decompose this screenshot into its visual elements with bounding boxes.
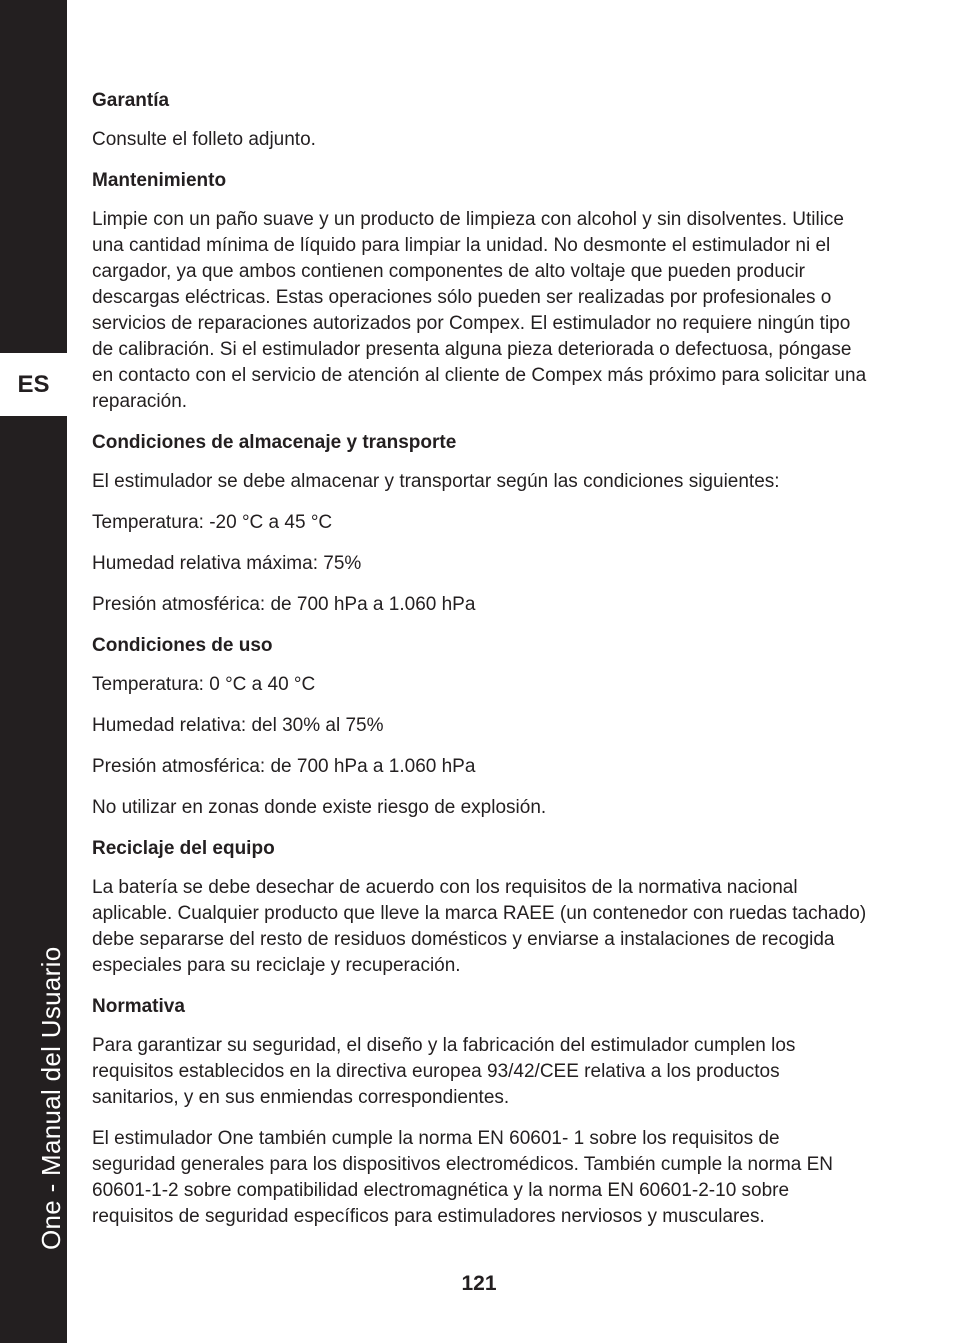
section-reciclaje — [92, 836, 867, 979]
section-heading: Normativa — [92, 996, 185, 1017]
paragraph: El estimulador se debe almacenar y transportar según las condiciones siguientes: — [92, 471, 780, 492]
paragraph: Humedad relativa: del 30% al 75% — [92, 715, 384, 736]
section-heading: Reciclaje del equipo — [92, 838, 275, 859]
paragraph: Temperatura: 0 °C a 40 °C — [92, 674, 316, 695]
paragraph: Presión atmosférica: de 700 hPa a 1.060 hPa — [92, 594, 476, 615]
section-uso — [92, 633, 867, 821]
paragraph: Para garantizar su seguridad, el diseño y la fabricación del estimulador cumplen los requisitos establecidos en la directiva europea 93/42/CEE relativa a los productos sanitarios, y en sus enmiendas correspondientes. — [92, 1035, 796, 1108]
page-content — [92, 88, 867, 1245]
paragraph: El estimulador One también cumple la norma EN 60601- 1 sobre los requisitos de seguridad generales para los dispositivos electromédicos. También cumple la norma EN 60601-1-2 sobre compatibilidad electromagnética y la norma EN 60601-2-10 sobre requisitos de seguridad específicos para estimuladores nerviosos y musculares. — [92, 1128, 834, 1227]
paragraph: Humedad relativa máxima: 75% — [92, 553, 362, 574]
paragraph: La batería se debe desechar de acuerdo con los requisitos de la normativa nacional aplicable. Cualquier producto que lleve la marca RAEE (un contenedor con ruedas tachado) debe separarse del resto de residuos domésticos y enviarse a instalaciones de recogida especiales para su reciclaje y recuperación. — [92, 877, 867, 976]
paragraph: Limpie con un paño suave y un producto de limpieza con alcohol y sin disolventes. Utilice una cantidad mínima de líquido para limpiar la unidad. No desmonte el estimulador ni el cargador, ya que ambos contienen componentes de alto voltaje que pueden producir descargas eléctricas. Estas operaciones sólo pueden ser realizadas por profesionales o servicios de reparaciones autorizados por Compex. El estimulador no requiere ningún tipo de calibración. Si el estimulador presenta alguna pieza deteriorada o defectuosa, póngase en contacto con el servicio de atención al cliente de Compex más próximo para solicitar una reparación. — [92, 209, 867, 412]
section-garantia — [92, 88, 867, 153]
paragraph: Temperatura: -20 °C a 45 °C — [92, 512, 333, 533]
section-almacenaje — [92, 430, 867, 618]
section-heading: Condiciones de uso — [92, 635, 273, 656]
manual-title: One - Manual del Usuario — [36, 946, 66, 1250]
paragraph: Consulte el folleto adjunto. — [92, 129, 316, 150]
section-heading: Condiciones de almacenaje y transporte — [92, 432, 457, 453]
page-number: 121 — [461, 1272, 497, 1295]
section-mantenimiento — [92, 168, 867, 415]
section-heading: Mantenimiento — [92, 170, 227, 191]
paragraph: No utilizar en zonas donde existe riesgo de explosión. — [92, 797, 547, 818]
section-normativa — [92, 994, 867, 1230]
paragraph: Presión atmosférica: de 700 hPa a 1.060 hPa — [92, 756, 476, 777]
side-band — [0, 0, 67, 1343]
section-heading: Garantía — [92, 90, 170, 111]
language-tab: ES — [0, 353, 67, 416]
